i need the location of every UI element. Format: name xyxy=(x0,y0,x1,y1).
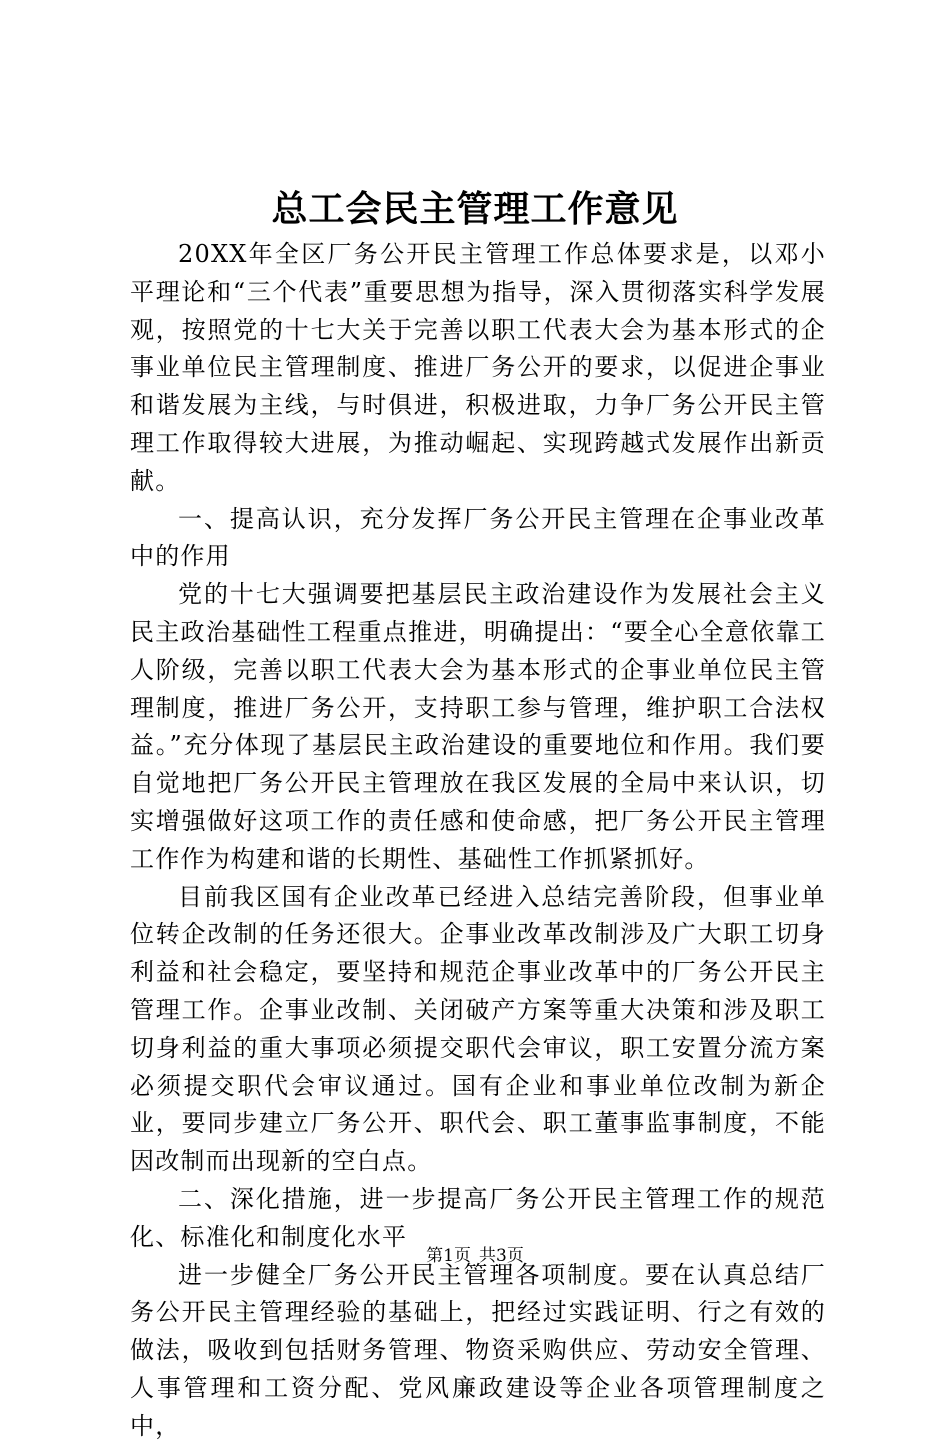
section-heading-1: 一、提高认识，充分发挥厂务公开民主管理在企事业改革中的作用 xyxy=(130,504,826,571)
paragraph-intro: 20XX年全区厂务公开民主管理工作总体要求是，以邓小平理论和“三个代表”重要思想为指导，深入贯彻落实科学发展观，按照党的十七大关于完善以职工代表大会为基本形式的企事业单位民主管理制度、推进厂务公开的要求，以促进企事业和谐发展为主线，与时俱进，积极进取，力争厂务公开民主管理工作取得较大进展，为推动崛起、实现跨越式发展作出新贡献。 xyxy=(130,240,826,495)
section-heading-2: 二、深化措施，进一步提高厂务公开民主管理工作的规范化、标准化和制度化水平 xyxy=(130,1184,826,1251)
paragraph-section-1a: 党的十七大强调要把基层民主政治建设作为发展社会主义民主政治基础性工程重点推进，明确提出：“要全心全意依靠工人阶级，完善以职工代表大会为基本形式的企事业单位民主管理制度，推进厂务公开，支持职工参与管理，维护职工合法权益。”充分体现了基层民主政治建设的重要地位和作用。我们要自觉地把厂务公开民主管理放在我区发展的全局中来认识，切实增强做好这项工作的责任感和使命感，把厂务公开民主管理工作作为构建和谐的长期性、基础性工作抓紧抓好。 xyxy=(130,580,826,873)
paragraph-section-2a: 进一步健全厂务公开民主管理各项制度。要在认真总结厂务公开民主管理经验的基础上，把经过实践证明、行之有效的做法，吸收到包括财务管理、物资采购供应、劳动安全管理、人事管理和工资分配、党风廉政建设等企业各项管理制度之中， xyxy=(130,1260,826,1440)
page-footer xyxy=(0,1244,950,1268)
document-title: 总工会民主管理工作意见 xyxy=(271,188,679,230)
page-total: 共3页 xyxy=(479,1246,524,1266)
paragraph-section-1b: 目前我区国有企业改革已经进入总结完善阶段，但事业单位转企改制的任务还很大。企事业改革改制涉及广大职工切身利益和社会稳定，要坚持和规范企事业改革中的厂务公开民主管理工作。企事业改制、关闭破产方案等重大决策和涉及职工切身利益的重大事项必须提交职代会审议，职工安置分流方案必须提交职代会审议通过。国有企业和事业单位改制为新企业，要同步建立厂务公开、职代会、职工董事监事制度，不能因改制而出现新的空白点。 xyxy=(130,882,826,1176)
page-number: 第1页 xyxy=(426,1246,471,1266)
